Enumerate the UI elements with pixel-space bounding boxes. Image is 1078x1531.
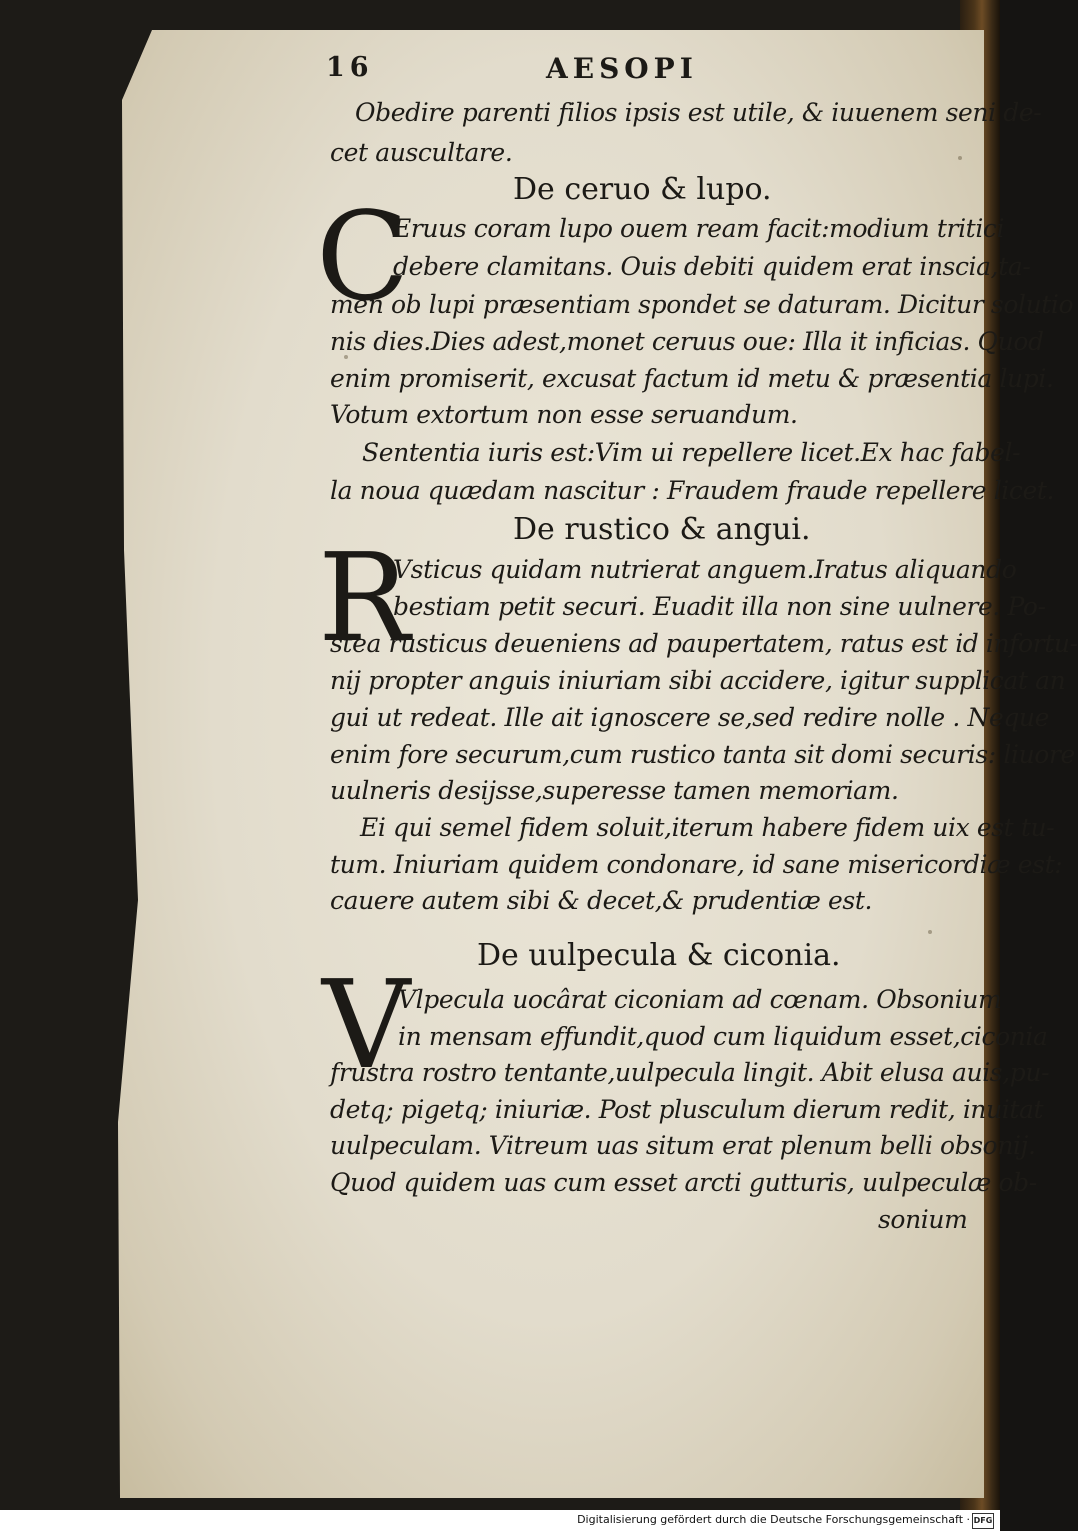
text-line: in mensam effundit,quod cum liquidum esset,ciconia: [398, 1022, 1048, 1051]
section-heading: De rustico & angui.: [513, 512, 811, 547]
section-heading: De ceruo & lupo.: [513, 172, 772, 207]
footer-credit: Digitalisierung gefördert durch die Deutsche Forschungsgemeinschaft ·: [577, 1513, 970, 1526]
page-number: 16: [326, 52, 374, 83]
text-line: cauere autem sibi & decet,& prudentiæ est.: [330, 886, 873, 915]
text-line: bestiam petit securi. Euadit illa non sine uulnere. Po-: [393, 592, 1046, 621]
running-head: AESOPI: [546, 52, 698, 85]
text-line: cet auscultare.: [330, 138, 513, 167]
text-line: tum. Iniuriam quidem condonare, id sane misericordiæ est:: [330, 850, 1063, 879]
text-line: la noua quædam nascitur : Fraudem fraude repellere licet.: [330, 476, 1055, 505]
dfg-logo-icon: DFG: [972, 1513, 994, 1529]
drop-cap-initial: C: [316, 186, 410, 328]
drop-cap-initial: R: [318, 527, 410, 669]
text-line: Votum extortum non esse seruandum.: [330, 400, 798, 429]
text-line: nij propter anguis iniuriam sibi accidere, igitur supplicat an: [330, 666, 1066, 695]
text-line: nis dies.Dies adest,monet ceruus oue: Illa it inficias. Quod: [330, 327, 1044, 356]
text-line: Sententia iuris est:Vim ui repellere licet.Ex hac fabel-: [362, 438, 1021, 467]
text-line: men ob lupi præsentiam spondet se daturam. Dicitur solutio: [330, 290, 1074, 319]
text-line: gui ut redeat. Ille ait ignoscere se,sed redire nolle . Neque: [330, 703, 1050, 732]
text-line: Vlpecula uocârat ciconiam ad cœnam. Obsonium: [398, 985, 1002, 1014]
text-line: Ei qui semel fidem soluit,iterum habere fidem uix est tu-: [360, 813, 1055, 842]
drop-cap-initial: V: [322, 954, 411, 1096]
text-line: frustra rostro tentante,uulpecula lingit. Abit elusa auis,pu-: [330, 1058, 1050, 1087]
text-line: stea rusticus deueniens ad paupertatem, ratus est id infortu-: [330, 629, 1078, 658]
catchword: sonium: [878, 1205, 968, 1234]
text-line: enim promiserit, excusat factum id metu & præsentia lupi.: [330, 364, 1054, 393]
text-line: uulpeculam. Vitreum uas situm erat plenum belli obsonij.: [330, 1131, 1036, 1160]
text-line: Obedire parenti filios ipsis est utile, & iuuenem seni de-: [355, 98, 1042, 127]
text-line: Eruus coram lupo ouem ream facit:modium tritici: [393, 214, 1005, 243]
text-line: uulneris desijsse,superesse tamen memoriam.: [330, 776, 899, 805]
footer-bar: [0, 1510, 1000, 1531]
section-heading: De uulpecula & ciconia.: [477, 938, 841, 973]
text-line: debere clamitans. Ouis debiti quidem erat inscia,ta-: [393, 252, 1031, 281]
text-line: Vsticus quidam nutrierat anguem.Iratus aliquando: [393, 555, 1017, 584]
text-line: enim fore securum,cum rustico tanta sit domi securis: liuore: [330, 740, 1075, 769]
text-line: Quod quidem uas cum esset arcti gutturis, uulpeculæ ob-: [330, 1168, 1037, 1197]
text-line: detq; pigetq; iniuriæ. Post plusculum dierum redit, inuitat: [330, 1095, 1044, 1124]
